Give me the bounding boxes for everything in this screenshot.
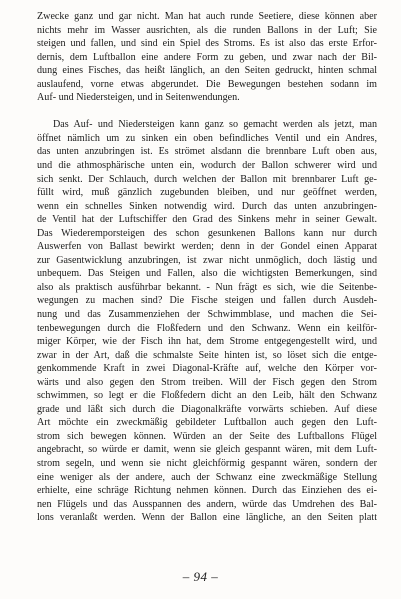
paragraph-1 [37,10,377,105]
text-line: wegungen zu machen sind? Die Fische steigen und fallen durch Ausdeh- [37,295,377,307]
text-line: Zwecke ganz und gar nicht. Man hat auch runde Seetiere, diese können aber [37,11,377,22]
text-line: Auf- und Niedersteigen, und in Seitenwendungen. [37,92,240,104]
text-line: de Ventil hat der Luftschiffer den Grad des Sinkens mehr in seiner Gewalt. [37,214,377,226]
text-line: nen Flügels und das Ausspannen des andern, würde das Umdrehen des Bal- [37,498,377,510]
text-line: Auswerfen von Ballast bewirkt werden; denn in der Gondel einen Apparat [37,241,377,253]
text-line: genkommende Kraft in zwei Diagonal-Kräfte auf, welche den Körper vor- [37,363,377,375]
text-line: Art möchte ein zweckmäßig gebildeter Luftballon auch gegen den Luft- [37,417,377,429]
text-line: angebracht, so würde er damit, wenn sie gleich gespannt wären, mit dem Luft- [37,444,377,456]
text-line: wärts und also gegen den Strom treiben. Will der Fisch gegen den Strom [37,376,377,388]
page-number: – 94 – [182,569,219,584]
text-line: zwar in der Art, daß die schmalste Seite hinten ist, so löset sich die entge- [37,349,377,361]
text-line: und die athmosphärische unten ein, wodurch der Ballon schwerer wird und [37,159,377,171]
text-line: unbequem. Das Steigen und Fallen, also die wichtigsten Bemerkungen, sind [37,268,377,280]
text-line: schwimmen, so legt er die Floßfedern dicht an den Leib, hält den Schwanz [37,390,377,402]
text-line: also als praktisch ausführbar bekannt. - Nun frägt es sich, wie die Seitenbe- [37,281,377,293]
text-line: strom sich bewegen können. Würden an der Seite des Luftballons Flügel [37,430,377,442]
text-line: auslaufend, vorne etwas abgerundet. Die Bewegungen bestehen sodann im [37,78,377,90]
text-line: dernis, dem Luftballon eine andere Form zu geben, und zwar nach der Bil- [37,51,377,63]
text-line: tenbewegungen durch die Floßfedern und den Schwanz. Wenn ein keilför- [37,322,377,334]
text-line: dung eines Fisches, das heißt länglich, an den Seiten gedruckt, hinten schmal [37,65,377,77]
paragraph-2 [37,118,377,524]
text-line: strom segeln, und wenn sie nicht gleichförmig gespannt wären, sondern der [37,458,377,469]
text-line: grade und läßt sich durch die Diagonalkräfte vorwärts schieben. Auf diese [37,403,377,415]
text-line: nichts mehr im Wasser ausrichten, als die runden Ballons in der Luft; Sie [37,24,377,36]
text-line: zur Gasentwicklung anzubringen, ist zwar nicht unmöglich, doch lästig und [37,254,377,266]
text-line: das unten anzubringen ist. Es strömet alsdann die brennbare Luft oben aus, [37,146,377,158]
text-line: füllt wird, muß gänzlich zugebunden bleiben, und nur geöffnet werden, [37,187,377,199]
text-line: steigen und fallen, und sind ein Spiel des Stroms. Es ist also das erste Erfor- [37,38,377,50]
text-line: erhielte, eine schräge Richtung nehmen können. Durch das Einziehen des ei- [37,485,377,497]
text-line: Das Wiederemporsteigen des schon gesunkenen Ballons kann nur durch [37,227,377,239]
text-line: miger Körper, wie der Fisch ihn hat, dem Strome entgegengestellt wird, und [37,336,377,348]
text-line: Das Auf- und Niedersteigen kann ganz so gemacht werden als jetzt, man [53,119,377,131]
text-line: wenn ein schnelles Sinken notwendig wird. Durch das unten anzubringen- [37,200,377,212]
body-text [37,10,377,525]
text-line: öffnet nämlich um zu sinken ein oben befindliches Ventil und ein Andres, [37,132,377,144]
text-line: lons veranlaßt werden. Wenn der Ballon eine längliche, an den Seiten platt [37,512,377,524]
text-line: eine weniger als der andere, auch der Schwanz eine zweckmäßige Stellung [37,471,377,483]
text-line: nung und das Zusammenziehen der Schwimmblase, und machen die Sei- [37,308,377,320]
text-line: sich senkt. Der Schlauch, durch welchen der Ballon mit brennbarer Luft ge- [37,173,377,185]
